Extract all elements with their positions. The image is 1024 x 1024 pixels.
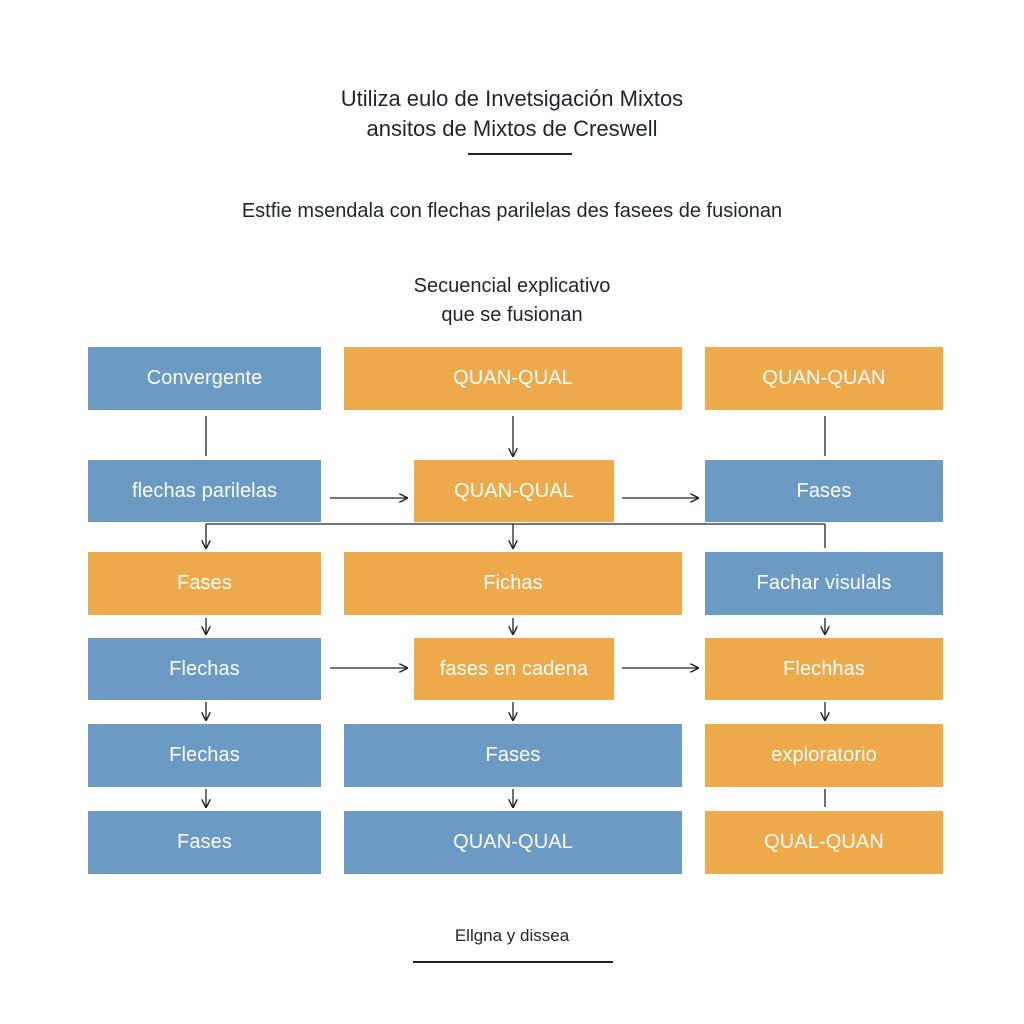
box-flechas-r4: Flechas [88,638,321,700]
box-qual-quan: QUAL-QUAN [705,811,943,874]
diagram-subtitle: Estfie msendala con flechas parilelas des fasees de fusionan [241,200,783,222]
box-fases-r6: Fases [88,811,321,874]
box-flechas-parilelas: flechas parilelas [88,460,321,522]
box-quan-quan: QUAN-QUAN [705,347,943,410]
box-quan-qual-top: QUAN-QUAL [344,347,682,410]
box-fases-r3: Fases [88,552,321,615]
box-quan-qual-bottom: QUAN-QUAL [344,811,682,874]
box-fichas: Fichas [344,552,682,615]
box-exploratorio: exploratorio [705,724,943,787]
box-fases-en-cadena: fases en cadena [414,638,614,700]
diagram-footer: Ellgna y dissea [454,926,570,945]
box-convergente: Convergente [88,347,321,410]
box-fases-r2: Fases [705,460,943,522]
box-quan-qual-middle: QUAN-QUAL [414,460,614,522]
section-label-line-1: Secuencial explicativo [413,275,611,297]
section-label-line-2: que se fusionan [441,304,583,326]
title-line-2: ansitos de Mixtos de Creswell [366,116,658,141]
box-flechhas: Flechhas [705,638,943,700]
footer-underline [413,961,613,963]
box-flechas-r5: Flechas [88,724,321,787]
box-fases-r5: Fases [344,724,682,787]
title-line-1: Utiliza eulo de Invetsigación Mixtos [340,86,684,111]
box-fachar-visulals: Fachar visulals [705,552,943,615]
